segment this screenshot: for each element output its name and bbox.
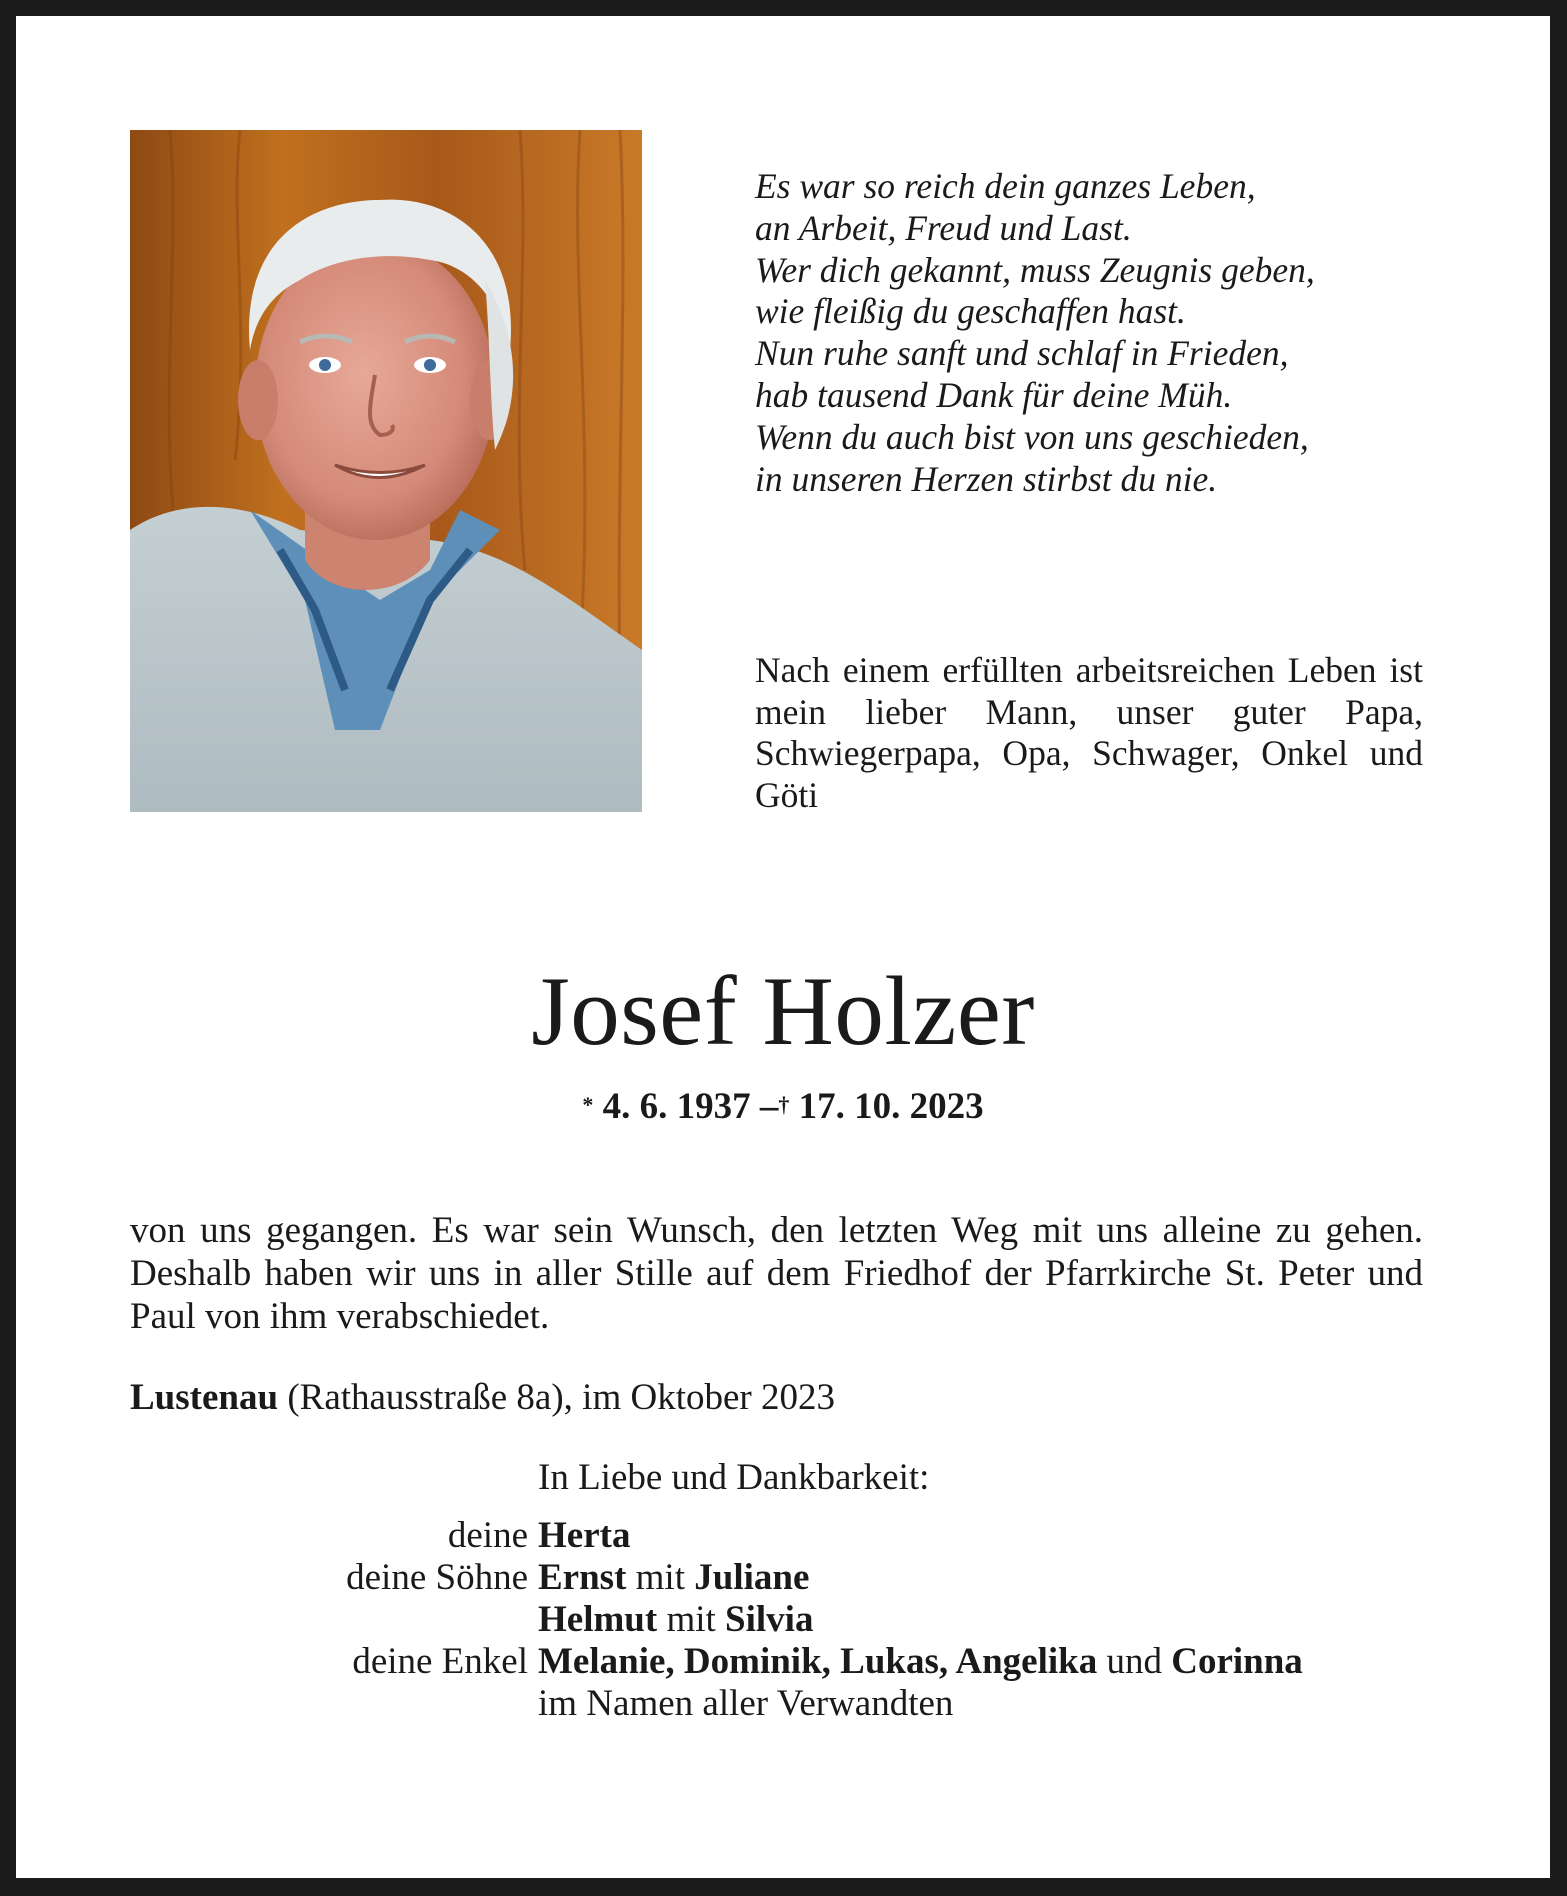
life-dates: [16, 1084, 1550, 1130]
place-details: (Rathausstraße 8a), im Oktober 2023: [278, 1377, 835, 1418]
place-line: [130, 1376, 1423, 1419]
death-symbol: †: [778, 1092, 790, 1117]
sons-label: deine Söhne: [346, 1557, 528, 1598]
family-signatures: [130, 1457, 1423, 1725]
portrait-illustration: [130, 130, 642, 812]
son-name: Ernst: [538, 1557, 627, 1598]
son-name: Helmut: [538, 1599, 658, 1640]
date-separator: –: [759, 1086, 779, 1127]
portrait-photo: [130, 130, 642, 812]
poem-line: Nun ruhe sanft und schlaf in Frieden,: [755, 333, 1289, 374]
birth-symbol: *: [582, 1092, 594, 1117]
grandchildren-names: Melanie, Dominik, Lukas, Angelika: [538, 1641, 1098, 1682]
body-paragraph: von uns gegangen. Es war sein Wunsch, den letzten Weg mit uns alleine zu gehen. Deshalb haben wir uns in aller Stille auf dem Friedhof der Pfarrkirche St. Peter und Paul von ihm verabschiedet.: [130, 1210, 1423, 1337]
death-date: 17. 10. 2023: [798, 1086, 984, 1127]
deceased-name: Josef Holzer: [531, 957, 1035, 1066]
sons-row: [130, 1557, 1423, 1599]
intro-paragraph: Nach einem erfüllten arbeitsreichen Leben ist mein lieber Mann, unser guter Papa, Schwiegerpapa, Opa, Schwager, Onkel und Göti: [755, 650, 1423, 815]
closing-line: im Namen aller Verwandten: [538, 1683, 954, 1724]
partner-name: Juliane: [694, 1557, 810, 1598]
poem-line: in unseren Herzen stirbst du nie.: [755, 458, 1218, 499]
and-word: und: [1097, 1641, 1172, 1682]
family-heading: In Liebe und Dankbarkeit:: [538, 1457, 930, 1498]
poem-line: Wer dich gekannt, muss Zeugnis geben,: [755, 249, 1315, 290]
with-word: mit: [626, 1557, 695, 1598]
obituary-card: [16, 16, 1550, 1878]
place-town: Lustenau: [130, 1377, 279, 1418]
grandchildren-row: [130, 1641, 1423, 1683]
poem-line: Es war so reich dein ganzes Leben,: [755, 166, 1256, 206]
poem-line: hab tausend Dank für deine Müh.: [755, 374, 1233, 415]
closing-row: [130, 1683, 1423, 1725]
sons-row: [130, 1599, 1423, 1641]
birth-date: 4. 6. 1937: [602, 1086, 751, 1127]
wife-name: Herta: [538, 1515, 631, 1556]
family-heading-row: [130, 1457, 1423, 1499]
poem-line: wie fleißig du geschaffen hast.: [755, 291, 1186, 332]
poem-line: Wenn du auch bist von uns geschieden,: [755, 416, 1309, 457]
partner-name: Silvia: [725, 1599, 814, 1640]
poem-line: an Arbeit, Freud und Last.: [755, 207, 1132, 248]
poem: [755, 166, 1495, 500]
wife-label: deine: [447, 1515, 528, 1556]
grandchild-name: Corinna: [1171, 1641, 1303, 1682]
grandchildren-label: deine Enkel: [352, 1641, 528, 1682]
with-word: mit: [657, 1599, 726, 1640]
wife-row: [130, 1515, 1423, 1557]
